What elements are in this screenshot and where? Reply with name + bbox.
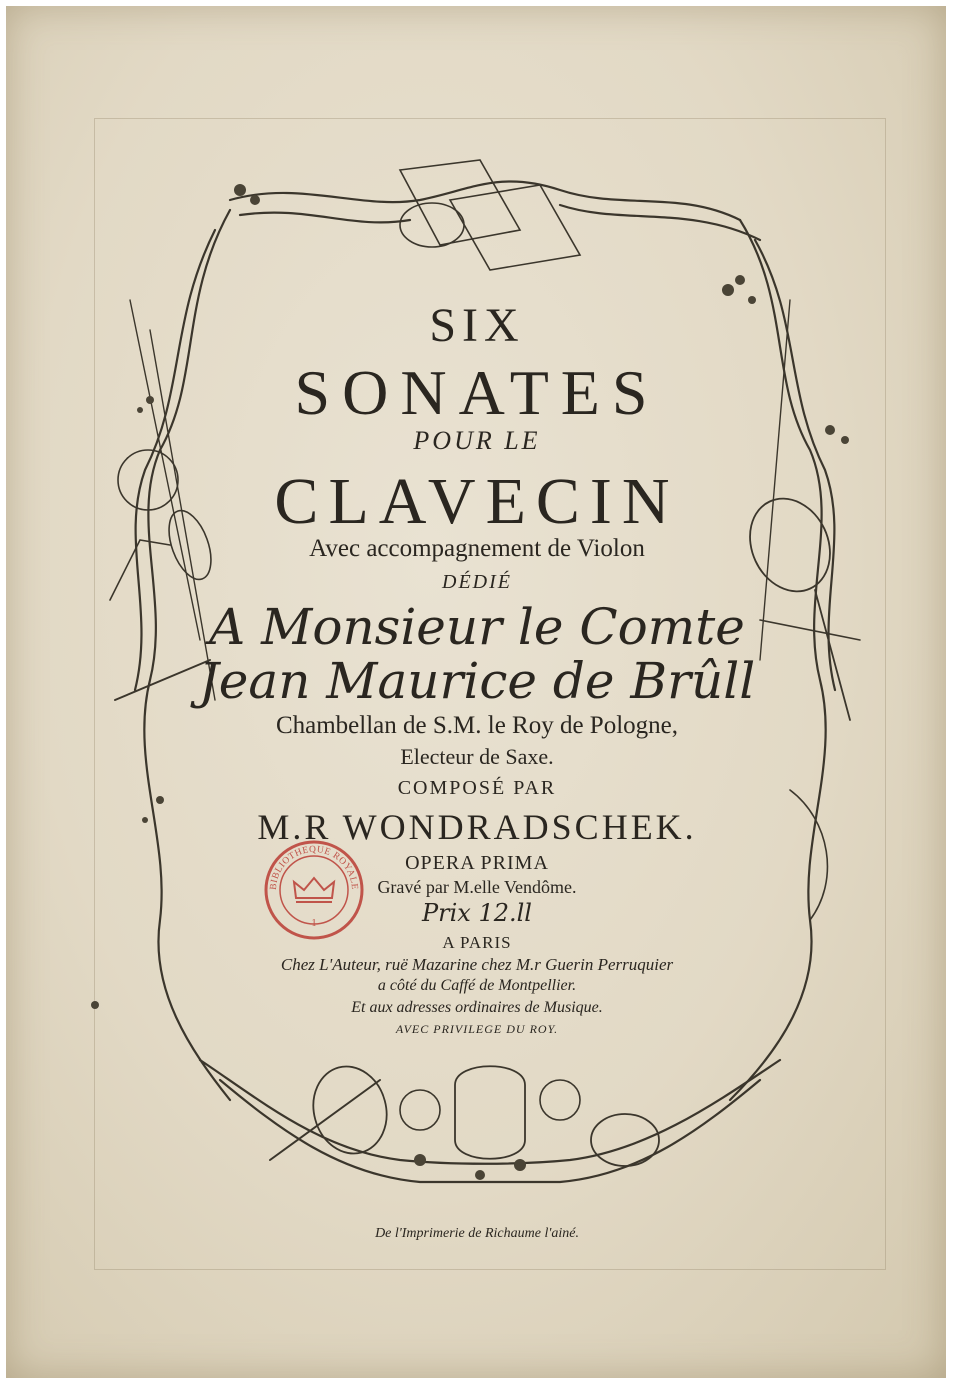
- stamp-text: BIBLIOTHEQUE ROYALE: [268, 844, 360, 891]
- opus-label: OPERA PRIMA: [405, 852, 549, 874]
- engraver-credit: Gravé par M.elle Vendôme.: [377, 877, 577, 897]
- subtitle-accompaniment: Avec accompagnement de Violon: [309, 535, 645, 562]
- dedicatee-elector: Electeur de Saxe.: [400, 744, 554, 769]
- title-sonates: SONATES: [294, 357, 660, 428]
- dedicatee-line-2: Jean Maurice de Brûll: [198, 652, 756, 710]
- place-of-publication: A PARIS: [442, 933, 512, 952]
- svg-text:BIBLIOTHEQUE ROYALE: [269, 845, 359, 890]
- price: Prix 12.ll: [422, 899, 532, 927]
- dedication-label: DÉDIÉ: [442, 571, 512, 593]
- publisher-address-3: Et aux adresses ordinaires de Musique.: [351, 999, 603, 1016]
- composed-by-label: COMPOSÉ PAR: [397, 777, 557, 799]
- library-stamp: [262, 838, 366, 942]
- crown-icon: [294, 878, 334, 902]
- title-clavecin: CLAVECIN: [274, 465, 680, 538]
- printer-imprint: De l'Imprimerie de Richaume l'ainé.: [375, 1226, 579, 1241]
- publisher-address-2: a côté du Caffé de Montpellier.: [377, 977, 577, 994]
- stamp-number: 1: [311, 917, 317, 929]
- composer-name: M.R WONDRADSCHEK.: [257, 807, 697, 847]
- publisher-address-1: Chez L'Auteur, ruë Mazarine chez M.r Guerin Perruquier: [280, 955, 674, 974]
- dedicatee-title: Chambellan de S.M. le Roy de Pologne,: [275, 712, 679, 739]
- title-pour-le: POUR LE: [413, 426, 541, 455]
- title-six: SIX: [429, 299, 525, 352]
- royal-privilege: AVEC PRIVILEGE DU ROY.: [395, 1022, 559, 1036]
- dedicatee-line-1: A Monsieur le Comte: [209, 598, 745, 656]
